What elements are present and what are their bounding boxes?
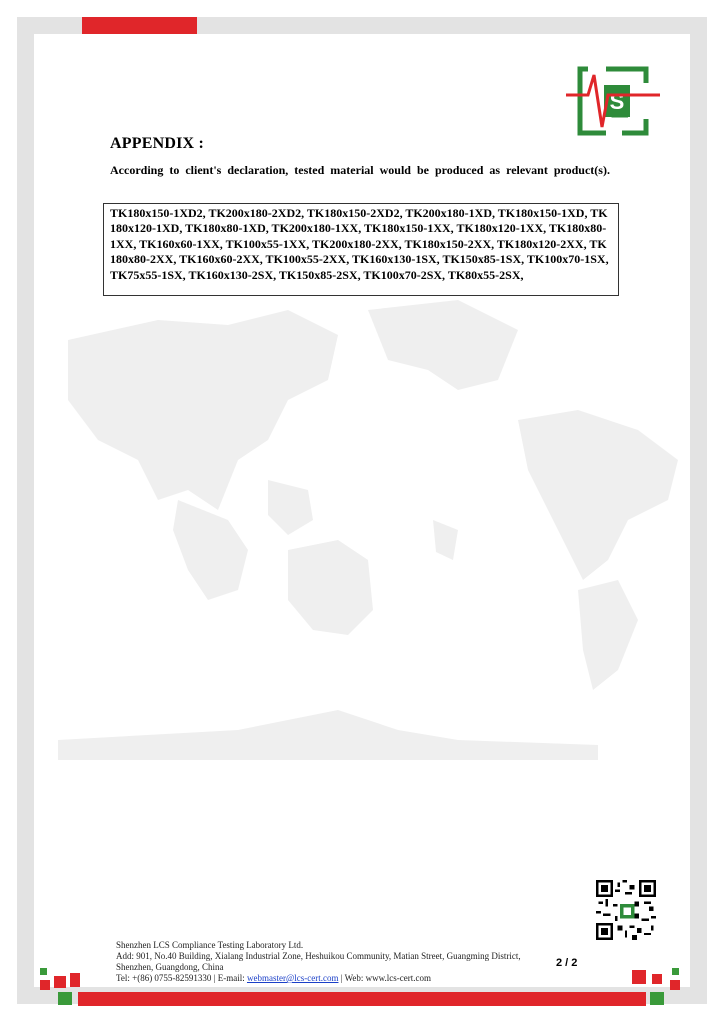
page-number: 2 / 2 [556, 957, 578, 969]
left-corner-squares [40, 968, 80, 1008]
lcs-logo [566, 65, 660, 137]
footer-company: Shenzhen LCS Compliance Testing Laboratory Ltd. [116, 940, 304, 950]
footer-email-link[interactable]: webmaster@lcs-cert.com [246, 973, 339, 983]
top-red-tab [82, 17, 197, 34]
appendix-heading: APPENDIX : [110, 135, 204, 152]
footer-contact [116, 973, 556, 984]
world-map-watermark [38, 290, 688, 770]
logo-letter-s: S [609, 89, 625, 114]
model-list-box: TK180x150-1XD2, TK200x180-2XD2, TK180x150-2XD2, TK200x180-1XD, TK180x150-1XD, TK180x120-1XD, TK180x80-1XD, TK200x180-1XX, TK180x150-1XX, TK180x120-1XX, TK180x80-1XX, TK160x60-1XX, TK100x55-1XX, TK200x180-2XX, TK180x150-2XX, TK180x120-2XX, TK180x80-2XX, TK160x60-2XX, TK100x55-2XX, TK160x130-1SX, TK150x85-1SX, TK100x70-1SX, TK75x55-1SX, TK160x130-2SX, TK150x85-2SX, TK100x70-2SX, TK80x55-2SX, [103, 203, 619, 296]
footer-address-line1: Add: 901, No.40 Building, Xialang Industrial Zone, Heshuikou Community, Matian Street, Guangming District, [116, 951, 521, 961]
right-corner-squares [632, 968, 682, 1008]
footer-web: | Web: www.lcs-cert.com [338, 973, 432, 983]
footer-tel: Tel: +(86) 0755-82591330 | E-mail: [116, 973, 247, 983]
footer [116, 940, 556, 984]
footer-address-line2: Shenzhen, Guangdong, China [116, 962, 224, 972]
declaration-text: According to client's declaration, tested material would be produced as relevant product(s). [110, 163, 610, 177]
qr-code [596, 880, 656, 940]
bottom-red-bar [78, 992, 646, 1006]
